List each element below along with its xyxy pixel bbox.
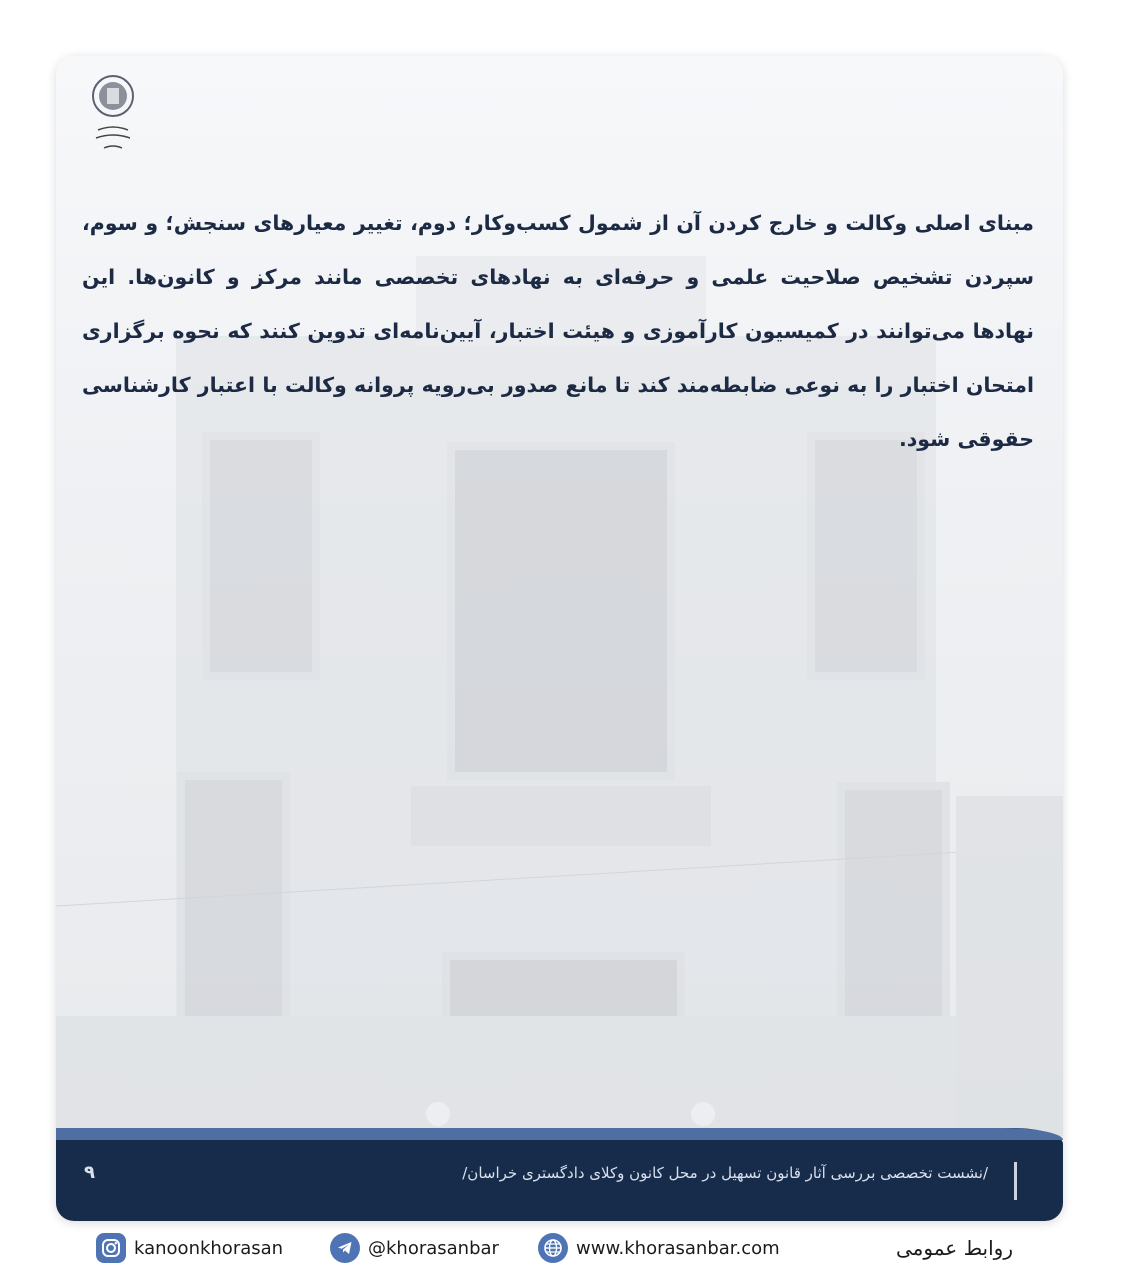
website-contact[interactable] [538,1228,780,1268]
website-url: www.khorasanbar.com [576,1237,780,1259]
article-body-text: مبنای اصلی وکالت و خارج کردن آن از شمول کسب‌وکار؛ دوم، تغییر معیارهای سنجش؛ و سوم، سپردن تشخیص صلاحیت علمی و حرفه‌ای به نهادهای تخصصی مانند مرکز و کانون‌ها. این نهادها می‌توانند در کمیسیون کارآموزی و هیئت اختبار، آیین‌نامه‌ای تدوین کنند که نحوه برگزاری امتحان اختبار را به نوعی ضابطه‌مند کند تا مانع صدور بی‌رویه پروانه وکالت با اعتبار کارشناسی حقوقی شود. [82,211,1034,451]
bar-association-logo [78,68,148,168]
instagram-handle: kanoonkhorasan [134,1237,284,1259]
globe-icon [538,1233,568,1263]
instagram-contact[interactable] [96,1228,283,1268]
page-number: ۹ [84,1162,95,1183]
page-card [56,56,1063,1221]
public-relations-label: روابط عمومی [896,1236,1013,1260]
telegram-icon [330,1233,360,1263]
footer-event-title: /نشست تخصصی بررسی آثار قانون تسهیل در محل کانون وکلای دادگستری خراسان/ [462,1164,988,1182]
telegram-contact[interactable] [330,1228,499,1268]
instagram-icon [96,1233,126,1263]
contact-row [0,1228,1123,1268]
telegram-handle: @khorasanbar [368,1237,499,1259]
footer-accent-stripe [56,1128,1063,1140]
footer-divider [1014,1162,1017,1200]
